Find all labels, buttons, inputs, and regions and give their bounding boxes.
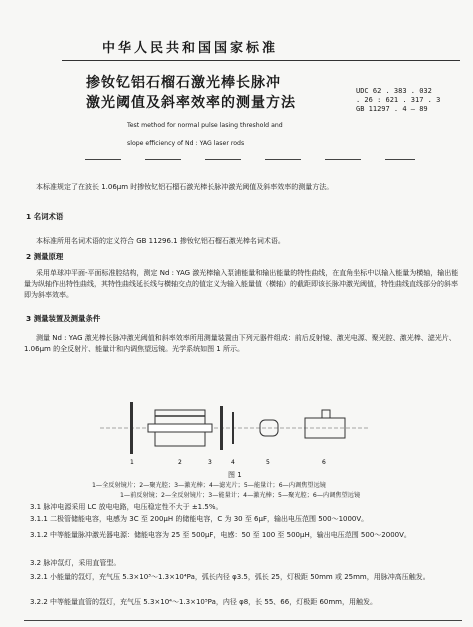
section-1-text: 本标准所用名词术语的定义符合 GB 11296.1 掺钕钇铝石榴石激光棒名词术语。 xyxy=(36,237,285,245)
clause-3-2-1: 3.2.1 小能量的氙灯，充气压 5.3×10³～1.3×10⁴Pa，弧长内径 φ3.5，弧长 25，灯极距 50mm 或 25mm，用脉冲高压触发。 xyxy=(30,573,430,581)
telescope-eyepiece xyxy=(322,410,330,418)
gb-code: GB 11297 . 4 — 89 xyxy=(356,105,428,113)
fig-label-5: 5 xyxy=(266,459,270,466)
optical-system-figure xyxy=(100,388,370,468)
section-2-heading: 2 测量原理 xyxy=(26,252,64,261)
standard-name: 中华人民共和国国家标准 xyxy=(102,41,279,56)
header-rule xyxy=(62,60,460,61)
section-2-text: 采用单球冲平面-平面标准腔结构，测定 Nd : YAG 激光棒输入泵浦能量和输出能量的特性曲线，在直角坐标中以输入能量为横轴，输出能量为纵轴作出特性曲线，其特性曲线延长线与横轴交点的值定义为输入能量值（横轴）的截距即该长脉冲激光阈值，特性曲线直线部分的斜率即为斜率效率。 xyxy=(24,269,459,299)
output-mirror xyxy=(220,406,223,450)
laser-rod xyxy=(148,424,212,432)
rear-mirror xyxy=(130,402,133,454)
udc-code: UDC 62 . 383 . 032 xyxy=(356,87,432,95)
intro-paragraph: 本标准规定了在波长 1.06μm 时掺钕钇铝石榴石激光棒长脉冲激光阈值及斜率效率的测量方法。 xyxy=(36,183,334,191)
title-divider xyxy=(85,159,415,160)
fig-label-6: 6 xyxy=(322,459,326,466)
clause-3-2-2: 3.2.2 中等能量直管的氙灯，充气压 5.3×10⁴～1.3×10⁵Pa，内径 φ8，长 55、66，灯极距 60mm，用触发。 xyxy=(30,598,377,606)
clause-3-2: 3.2 脉冲氙灯，采用直管型。 xyxy=(30,559,121,567)
figure-caption: 图 1 xyxy=(228,471,242,479)
section-3-text: 测量 Nd : YAG 激光棒长脉冲激光阈值和斜率效率所用测量装置由下列元器件组成：前后反射镜、激光电源、聚光腔、激光棒、滤光片、1.06μm 的全反射片、能量计和内调焦望远镜。光学系统如图 1 所示。 xyxy=(24,334,456,353)
filter xyxy=(232,412,234,444)
section-3-heading: 3 测量装置及测量条件 xyxy=(26,314,101,323)
fig-label-4: 4 xyxy=(231,459,235,466)
fig-label-3: 3 xyxy=(208,459,212,466)
clause-3-1: 3.1 脉冲电源采用 LC 放电电路，电压稳定性不大于 ±1.5%。 xyxy=(30,503,223,511)
title-cn-line-1: 掺钕钇铝石榴石激光棒长脉冲 xyxy=(86,75,281,91)
fig-label-1: 1 xyxy=(130,459,134,466)
clause-3-1-1: 3.1.1 二极管储能电容，电感为 3C 至 200μH 的储能电容，C 为 30 至 6μF，输出电压范围 500～1000V。 xyxy=(30,515,369,523)
title-cn-line-2: 激光阈值及斜率效率的测量方法 xyxy=(86,95,296,111)
title-en-line-2: slope efficiency of Nd : YAG laser rods xyxy=(127,140,245,147)
figure-legend: 1—全反射镜片；2—聚光腔；3—激光棒；4—滤光片；5—能量计；6—内调焦望远镜 xyxy=(92,482,326,489)
footer-rule xyxy=(24,620,462,621)
udc-code-2: . 26 : 621 . 317 . 3 xyxy=(356,96,441,104)
figure-legend-2: 1—前反射镜；2—全反射镜片；3—能量计；4—激光棒；5—聚光腔；6—内调焦望远镜 xyxy=(120,492,361,499)
fig-label-2: 2 xyxy=(178,459,182,466)
title-en-line-1: Test method for normal pulse lasing threshold and xyxy=(127,122,283,129)
section-1-heading: 1 名词术语 xyxy=(26,212,64,221)
clause-3-1-2: 3.1.2 中等能量脉冲激光器电源：储能电容为 25 至 500μF，电感：50 至 100 至 500μH，输出电压范围 500～2000V。 xyxy=(30,531,411,539)
